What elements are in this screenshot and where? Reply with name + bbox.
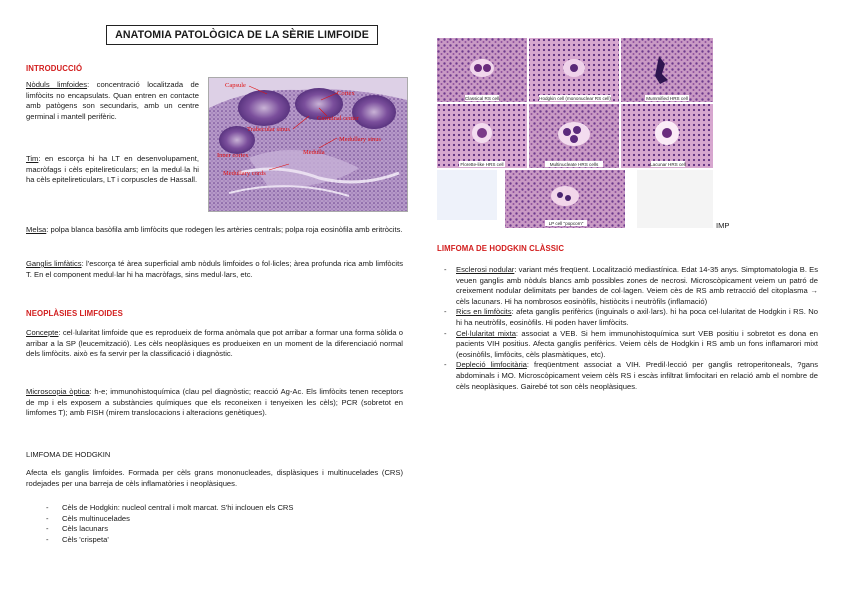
list-item: - Cèls lacunars <box>46 524 386 535</box>
neoplasies-heading: NEOPLÀSIES LIMFOIDES <box>26 309 123 318</box>
caption-hodgkin-cell: Hodgkin cell (mononuclear RS cell) <box>539 95 611 101</box>
classic-heading: LIMFOMA DE HODGKIN CLÀSSIC <box>437 244 565 253</box>
item-term: Esclerosi nodular <box>456 265 515 274</box>
label-capsule: Capsule <box>225 82 246 89</box>
ganglis-term: Ganglis limfàtics <box>26 259 82 268</box>
ganglis-paragraph <box>26 259 403 280</box>
item-term: Cel·lularitat mixta <box>456 328 516 338</box>
caption-mummified: Mummified HRS cell <box>646 95 688 101</box>
page-title: ANATOMIA PATOLÒGICA DE LA SÈRIE LIMFOIDE <box>106 25 378 45</box>
item-text: : variant més freqüent. Localització mediastínica. Edat 14-35 anys. Simptomatologia B. Es veuen ganglis amb nòduls blancs amb possibles zones de necrosi. Microscòpicament veiem un patró de creixement nodular delimitats per bandes de col·lagen. Veiem cès de RS amb retracció del citoplasma → cèls lacunars. Hi ha nombrosos eosinòfils, histiòcits i neutròfils (inflamació) <box>456 265 818 306</box>
tim-paragraph <box>26 154 199 186</box>
rs-cells-micrograph <box>437 38 713 228</box>
caption-florette: Florette-like HRS cell <box>460 161 504 167</box>
noduls-paragraph <box>26 80 199 122</box>
melsa-paragraph <box>26 225 403 236</box>
intro-heading: INTRODUCCIÓ <box>26 64 83 73</box>
lymph-node-illustration <box>209 78 407 211</box>
microscopia-text: : h-e; immunohistoquímica (clau pel diagnòstic; reacció Ag-Ac. Els limfòcits tenen receptors de mp i els exposem a substàncies químiques que els reconeixen i tenyeixen les cèls); PCR (sobretot en limfomes T); amb FISH (mirem translocacions i alteracions genètiques). <box>26 387 403 418</box>
hodgkin-paragraph: Afecta els ganglis limfoides. Formada per cèls grans mononucleades, displàsiques i multinucelades (CRS) rodejades per una barreja de cèls inflamatòries i neoplàsiques. <box>26 468 403 488</box>
list-item <box>440 360 818 392</box>
rs-cells-mosaic <box>437 38 713 228</box>
list-item <box>440 265 818 307</box>
melsa-text: : polpa blanca basòfila amb limfòcits que rodegen les artèries centrals; polpa roja eosinòfila amb eritròcits. <box>46 225 403 234</box>
label-medullary-cords: Medullary cords <box>223 170 266 177</box>
lymph-node-image <box>208 77 408 212</box>
list-item: - Cèls multinucelades <box>46 514 386 525</box>
caption-multinucleate: Multinucleate HRS cells <box>549 161 599 167</box>
label-inner-cortex: Inner cortex <box>217 152 249 159</box>
microscopia-paragraph <box>26 387 403 419</box>
caption-lacunar: Lacunar HRS cell <box>650 161 686 167</box>
label-medulla: Medulla <box>303 149 325 156</box>
concepte-paragraph <box>26 328 403 360</box>
label-trabecular-sinus: Trabecular sinus <box>247 126 290 133</box>
melsa-term: Melsa <box>26 225 47 234</box>
noduls-term: Nòduls limfoides <box>26 80 88 89</box>
item-text: : afeta ganglis perifèrics (inguinals o axil·lars). hi ha poca cel·lularitat de Hodgkin i RS. No hi ha neutròfils, eosinòfils. Hi poden haver limfòcits. <box>456 307 818 327</box>
classic-list <box>440 265 818 392</box>
microscopia-term: Microscopia òptica <box>26 387 90 396</box>
item-text: : associat a VEB. Si hem immunohistoquímica surt VEB positiu i sobretot es dona en pacients VIH positius. Afecta ganglis perifèrics. Veiem cèls de Hodgkin i RS amb un fons inflamarori mixt (eosinòfils, limfòcits, cèls plasmàtiques, etc). <box>456 328 819 359</box>
hodgkin-cell-list <box>46 503 386 545</box>
caption-popcorn: LP cell "popcorn" <box>548 220 584 226</box>
ganglis-text: : l'escorça té àrea superficial amb nòduls limfoides o fol·licles; àrea profunda rica amb limfòcits T. En el component medul·lar hi ha macròfags, sins medul·lars, etc. <box>26 259 404 279</box>
label-medullary-sinus: Medullary sinus <box>339 136 382 143</box>
item-term: Depleció limfocitària <box>456 360 527 370</box>
list-item: - Cèls 'crispeta' <box>46 535 386 546</box>
noduls-text: : concentració localitzada de limfòcits no encapsulats. Quan entren en contacte amb patògens son secundaris, amb un centre germinal i mantell perifèric. <box>26 80 199 121</box>
item-term: Rics en limfòcits <box>456 307 512 317</box>
tim-term: Tim <box>26 154 39 163</box>
list-item <box>440 307 818 328</box>
tim-text: : en escorça hi ha LT en desenvolupament, macròfags i cèls epitelireticulars; en la medul·la hi ha cèls epitelireticulars, LT i corpuscles de Hassall. <box>26 154 199 185</box>
list-item: - Cèls de Hodgkin: nucleol central i molt marcat. S'hi inclouen els CRS <box>46 503 386 514</box>
list-item <box>440 329 818 361</box>
label-cortex: Cortex <box>337 90 355 97</box>
caption-classical: Classical RS cell <box>464 95 500 101</box>
concepte-text: : cel·lularitat limfoide que es reprodueix de forma anòmala que pot arribar a formar una forma sòlida o arribar a la SP (leucemització). Les cèls neoplàsiques es produeixen en un moment de la diferenciació normal dels limfòcits. això es fa servir per la classificació i diagnòstic. <box>26 328 403 359</box>
label-germinal-center: Germinal center <box>317 115 360 122</box>
micrograph-side-label: IMP <box>716 221 730 230</box>
concepte-term: Concepte <box>26 328 59 337</box>
item-text: : freqüentment associat a VIH. Predil·lecció per ganglis retroperitoneals, ?gans abdominals i MO. Microscòpicament veiem cèls RS i escàs infiltrat limfocitari en relació amb el nombre de cèls neoplàsiques. Gairebé tot son cèls neoplàsiques. <box>456 360 818 391</box>
hodgkin-heading: LIMFOMA DE HODGKIN <box>26 450 111 459</box>
